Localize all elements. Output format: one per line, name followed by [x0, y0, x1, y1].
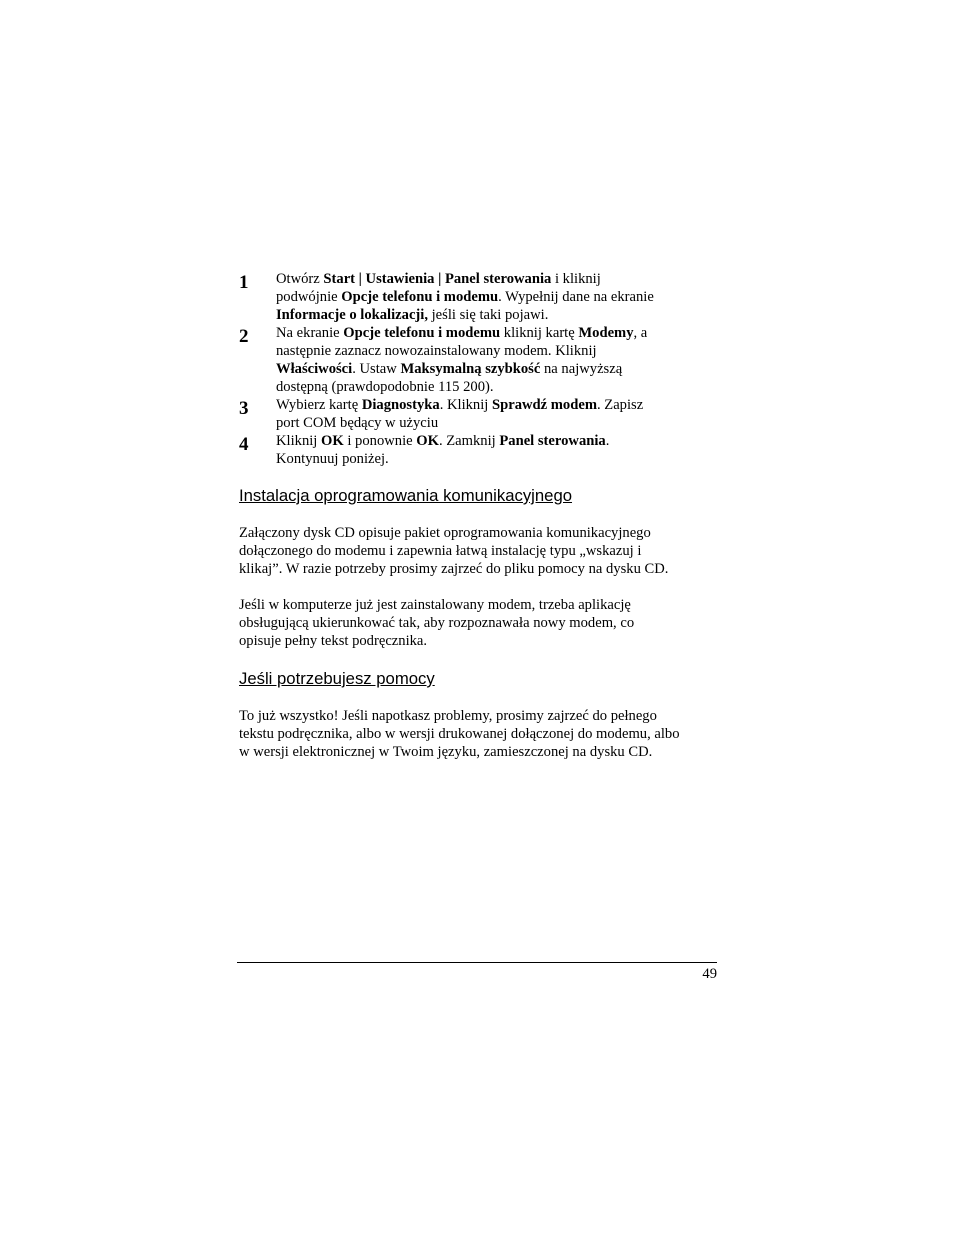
text-run: . Kliknij	[439, 397, 492, 413]
step-line	[276, 378, 696, 396]
paragraph-line: dołączonego do modemu i zapewnia łatwą instalację typu „wskazuj i	[239, 543, 642, 559]
step-line	[276, 360, 696, 378]
bold-term: Właściwości	[276, 361, 353, 377]
text-run: Na ekranie	[276, 325, 344, 341]
bold-term: Panel sterowania	[499, 433, 606, 449]
paragraph	[239, 524, 719, 578]
bold-term: Informacje o lokalizacji,	[276, 307, 428, 323]
paragraph-line: Załączony dysk CD opisuje pakiet oprogramowania komunikacyjnego	[239, 525, 651, 541]
text-run: . Ustaw	[352, 361, 401, 377]
text-run: następnie zaznacz nowozainstalowany modem. Kliknij	[276, 343, 597, 359]
bold-term: Modemy	[578, 325, 634, 341]
text-run: . Zapisz	[596, 397, 644, 413]
bold-term: Opcje telefonu i modemu	[343, 325, 501, 341]
bold-term: Start | Ustawienia | Panel sterowania	[323, 271, 552, 287]
text-run: Otwórz	[276, 271, 324, 287]
step-text	[276, 270, 696, 324]
step-line	[276, 324, 696, 342]
step-number: 1	[239, 272, 249, 293]
step-line	[276, 270, 696, 288]
paragraph-line: opisuje pełny tekst podręcznika.	[239, 633, 428, 649]
text-run: jeśli się taki pojawi.	[427, 307, 549, 323]
step-line	[276, 396, 696, 414]
step-line	[276, 414, 696, 432]
text-run: kliknij kartę	[500, 325, 579, 341]
bold-term: OK	[416, 433, 439, 449]
bold-term: OK	[321, 433, 344, 449]
step-text	[276, 396, 696, 432]
step-line	[276, 288, 696, 306]
text-run: na najwyższą	[540, 361, 623, 377]
bold-term: Opcje telefonu i modemu	[341, 289, 499, 305]
step-line	[276, 306, 696, 324]
page-number: 49	[702, 966, 717, 982]
step-text	[276, 432, 696, 468]
footer-rule	[237, 962, 717, 963]
paragraph-line: obsługującą ukierunkować tak, aby rozpoznawała nowy modem, co	[239, 615, 635, 631]
step-line	[276, 450, 696, 468]
paragraph-line: Jeśli w komputerze już jest zainstalowany modem, trzeba aplikację	[239, 597, 631, 613]
bold-term: Maksymalną szybkość	[400, 361, 541, 377]
text-run: podwójnie	[276, 289, 342, 305]
text-run: . Wypełnij dane na ekranie	[498, 289, 654, 305]
step-line	[276, 432, 696, 450]
text-run: Wybierz kartę	[276, 397, 362, 413]
section-heading: Jeśli potrzebujesz pomocy	[239, 669, 435, 688]
paragraph-line: klikaj”. W razie potrzeby prosimy zajrzeć do pliku pomocy na dysku CD.	[239, 561, 669, 577]
text-run: Kliknij	[276, 433, 321, 449]
text-run: i ponownie	[343, 433, 417, 449]
step-number: 3	[239, 398, 249, 419]
text-run: , a	[633, 325, 648, 341]
bold-term: Sprawdź modem	[491, 397, 597, 413]
paragraph	[239, 596, 719, 650]
paragraph-line: w wersji elektronicznej w Twoim języku, zamieszczonej na dysku CD.	[239, 744, 653, 760]
bold-term: Diagnostyka	[361, 397, 440, 413]
step-line	[276, 342, 696, 360]
text-run: . Zamknij	[438, 433, 500, 449]
text-run: port COM będący w użyciu	[276, 415, 439, 431]
text-run: i kliknij	[551, 271, 601, 287]
step-number: 4	[239, 434, 249, 455]
text-run: Kontynuuj poniżej.	[276, 451, 389, 467]
step-number: 2	[239, 326, 249, 347]
text-run: dostępną (prawdopodobnie 115 200).	[276, 379, 494, 395]
paragraph-line: tekstu podręcznika, albo w wersji drukowanej dołączonej do modemu, albo	[239, 726, 680, 742]
paragraph	[239, 707, 719, 761]
text-run: .	[605, 433, 610, 449]
section-heading: Instalacja oprogramowania komunikacyjnego	[239, 486, 573, 505]
paragraph-line: To już wszystko! Jeśli napotkasz problemy, prosimy zajrzeć do pełnego	[239, 708, 657, 724]
step-text	[276, 324, 696, 396]
